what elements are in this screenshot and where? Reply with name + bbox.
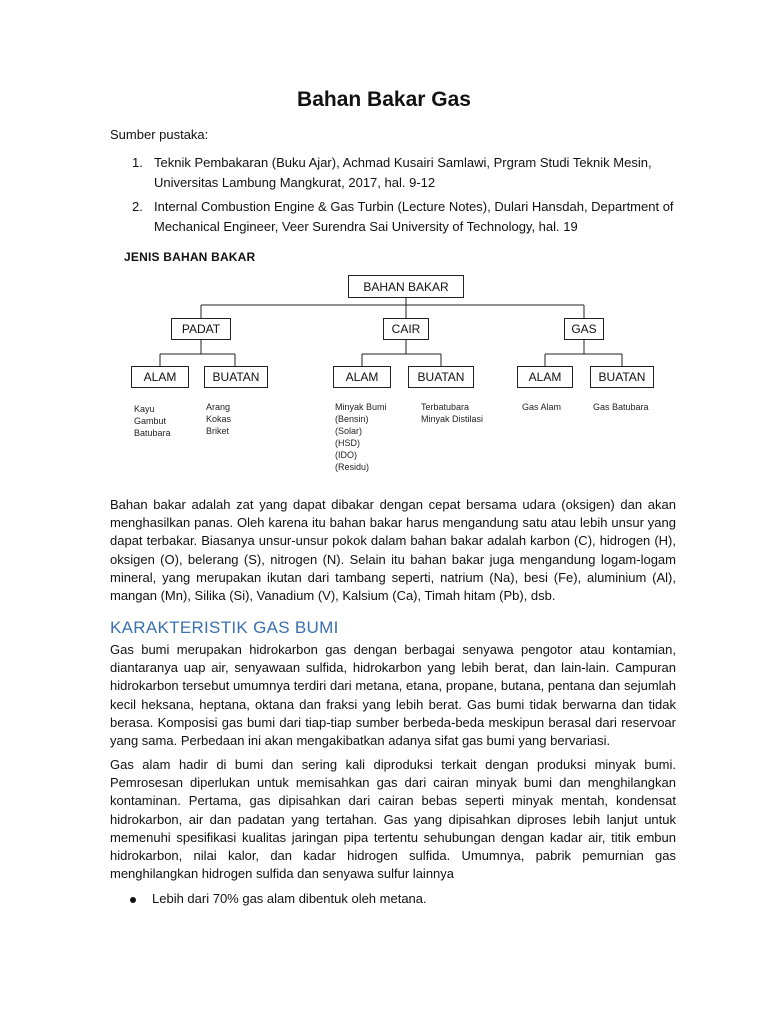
node-padat: PADAT bbox=[171, 318, 231, 340]
node-cair-buatan: BUATAN bbox=[408, 366, 474, 388]
node-padat-buatan: BUATAN bbox=[204, 366, 268, 388]
bullet-item bbox=[130, 891, 427, 906]
reference-number: 1. bbox=[132, 155, 143, 170]
bullet-text: Lebih dari 70% gas alam dibentuk oleh metana. bbox=[152, 891, 427, 906]
gas-characteristics-paragraph: Gas bumi merupakan hidrokarbon gas dengan berbagai senyawa pengotor atau kontamian, diantaranya uap air, senyawaan sulfida, hidrokarbon yang lebih berat, dan lain-lain. Campuran hidrokarbon tersebut umumnya terdiri dari metana, etana, propane, butana, pentana dan sejumlah kecil heksana, heptana, oktana dan fraksi yang lebih berat. Gas bumi tidak berwarna dan tidak berasa. Komposisi gas bumi dari tiap-tiap sumber berbeda-beda meskipun berasal dari reservoar yang sama. Perbedaan ini akan mengakibatkan adanya sifat gas bumi yang bervariasi. bbox=[110, 642, 676, 749]
node-gas-buatan: BUATAN bbox=[590, 366, 654, 388]
node-cair-alam: ALAM bbox=[333, 366, 391, 388]
leaf-padat-buatan: Arang Kokas Briket bbox=[206, 402, 232, 436]
reference-text: Internal Combustion Engine & Gas Turbin (Lecture Notes), Dulari Hansdah, Department of Mechanical Engineer, Veer Surendra Sai University of Technology, hal. 19 bbox=[154, 199, 674, 234]
diagram-title: JENIS BAHAN BAKAR bbox=[124, 250, 256, 264]
leaf-gas-alam: Gas Alam bbox=[522, 402, 562, 412]
section-heading: KARAKTERISTIK GAS BUMI bbox=[110, 618, 339, 637]
node-cair: CAIR bbox=[383, 318, 429, 340]
leaf-cair-alam: Minyak Bumi (Bensin) (Solar) (HSD) (IDO) (Residu) bbox=[335, 402, 387, 472]
reference-list bbox=[110, 153, 690, 241]
node-bahan-bakar: BAHAN BAKAR bbox=[348, 275, 464, 298]
reference-item bbox=[110, 153, 690, 193]
leaf-gas-buatan: Gas Batubara bbox=[593, 402, 649, 412]
fuel-type-diagram bbox=[118, 246, 658, 478]
node-gas: GAS bbox=[564, 318, 604, 340]
node-padat-alam: ALAM bbox=[131, 366, 189, 388]
leaf-cair-buatan: Terbatubara Minyak Distilasi bbox=[421, 402, 484, 424]
leaf-padat-alam: Kayu Gambut Batubara bbox=[134, 404, 171, 438]
reference-text: Teknik Pembakaran (Buku Ajar), Achmad Kusairi Samlawi, Prgram Studi Teknik Mesin, Universitas Lambung Mangkurat, 2017, hal. 9-12 bbox=[154, 155, 652, 190]
page-title: Bahan Bakar Gas bbox=[297, 88, 471, 111]
sources-heading: Sumber pustaka: bbox=[110, 127, 209, 142]
intro-paragraph: Bahan bakar adalah zat yang dapat dibakar dengan cepat bersama udara (oksigen) dan akan menghasilkan panas. Oleh karena itu bahan bakar harus mengandung satu atau lebih unsur yang dapat terbakar. Biasanya unsur-unsur pokok dalam bahan bakar adalah karbon (C), hidrogen (H), oksigen (O), belerang (S), nitrogen (N). Selain itu bahan bakar juga mengandung logam-logam mineral, yang merupakan ikutan dari tambang seperti, natrium (Na), besi (Fe), aluminium (Al), mangan (Mn), Silika (Si), Vanadium (V), Kalsium (Ca), Timah hitam (Pb), dsb. bbox=[110, 497, 676, 604]
reference-number: 2. bbox=[132, 199, 143, 214]
bullet-icon bbox=[130, 897, 136, 903]
reference-item bbox=[110, 197, 690, 237]
node-gas-alam: ALAM bbox=[517, 366, 573, 388]
gas-processing-paragraph: Gas alam hadir di bumi dan sering kali diproduksi terkait dengan produksi minyak bumi. Pemrosesan diperlukan untuk memisahkan gas dari cairan minyak bumi dan menghilangkan kontaminan. Pertama, gas dipisahkan dari cairan bebas seperti minyak mentah, kondensat hidrokarbon, air dan padatan yang tertahan. Gas yang dipisahkan diproses lebih lanjut untuk memenuhi spesifikasi kualitas jaringan pipa tertentu sehubungan dengan kadar air, titik embun hidrokarbon, nilai kalor, dan kadar hidrogen sulfida. Umumnya, pabrik pemurnian gas menghilangkan hidrogen sulfida dan senyawa sulfur lainnya bbox=[110, 757, 676, 882]
